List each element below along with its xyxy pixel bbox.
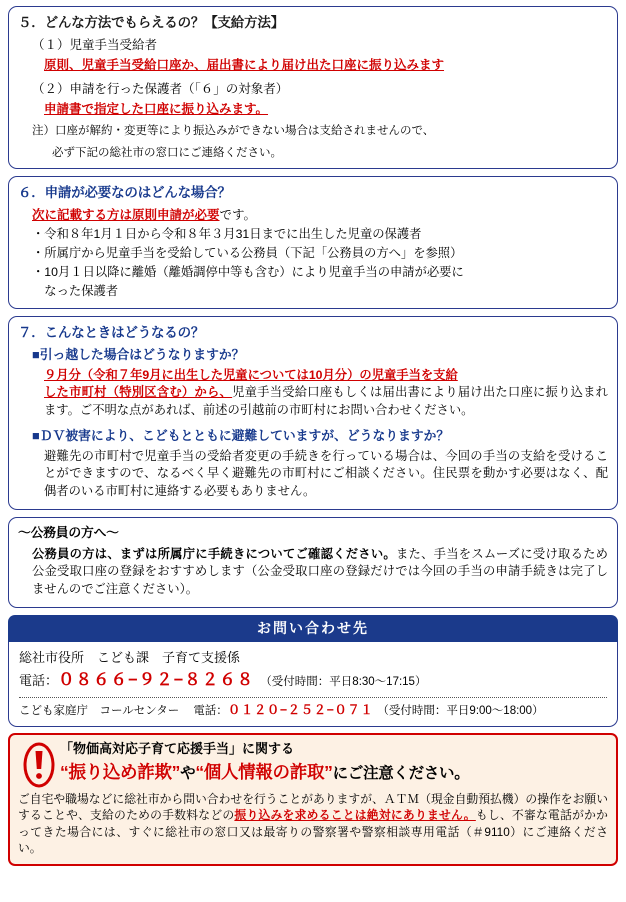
contact-sub-org: こども家庭庁 コールセンター [19,705,180,718]
koumuin-title: ～公務員の方へ～ [18,525,119,541]
contact-tel-hours: （受付時間：平日8:30～17:15） [260,676,427,689]
warning-line2 [60,760,608,785]
list-item: ・所属庁から児童手当を受給している公務員（下記「公務員の方へ」を参照） [32,245,463,260]
warning-tail: にご注意ください。 [332,764,470,782]
warning-body-part2: もし、不審な電話がかかってきた場合には、すぐに総社市の窓口又は最寄りの警察署や警察相談専用電話（＃9110）にご連絡ください。 [18,808,608,856]
section-who-needs-application [8,176,618,309]
section5-item2-label: （２）申請を行った保護者（「６」の対象者） [32,81,289,96]
list-item: ・令和８年1月１日から令和８年３月31日までに出生した児童の保護者 [32,227,422,242]
section7-q1-red-line2: した市町村（特別区含む）から、 [44,385,233,400]
contact-office: 総社市役所 こども課 子育て支援係 [19,650,241,666]
warning-conj: や [180,764,196,782]
warning-body-underline: 振り込みを求めることは絶対にありません。 [234,808,476,823]
contact-sub-row [19,701,607,720]
section7-q1-rest: 児童手当受給口座もしくは届出書により届け出た口座に振り込まれます。ご不明な点があれば、前述の引越前の市町村にお問い合わせください。 [44,385,608,418]
section6-lead-red: 次に記載する方は原則申請が必要 [32,207,220,222]
section7-q2-body: 避難先の市町村で児童手当の受給者変更の手続きを行っている場合は、今回の手当の支給を受けることができますので、なるべく早く避難先の市町村にご相談ください。住民票を動かす必要はなく、配偶者のいる市町村に連絡する必要もありません。 [44,448,608,499]
fraud-warning-box [8,733,618,866]
contact-tel-label: 電話： [19,673,59,689]
section6-title: ６．申請が必要なのはどんな場合？ [18,185,231,201]
warning-texts [60,740,608,785]
section5-item1-label: （１）児童手当受給者 [32,37,158,52]
section6-bullets [18,226,608,300]
warning-phrase-1: “振り込め詐欺” [60,761,181,782]
section5-title: ５．どんな方法でもらえるの？【支給方法】 [18,15,284,30]
section5-note-line1: 注）口座が解約・変更等により振込みができない場合は支給されませんので、 [32,125,435,138]
contact-sub-tel-number[interactable]: ０１２０−２５２−０７１ [227,703,374,718]
section6-lead [18,206,608,224]
contact-sub-tel-label: 電話： [193,705,228,718]
section-special-cases [8,316,618,510]
section7-q1-body [18,367,608,420]
contact-section [8,615,618,727]
exclamation-icon [18,740,60,788]
section5-item1-text: 原則、児童手当受給口座か、届出書により届け出た口座に振り込みます [44,57,445,72]
contact-sub-hours: （受付時間：平日9:00～18:00） [377,705,544,718]
warning-body [18,791,608,857]
section-public-servants [8,517,618,608]
contact-divider [19,697,607,698]
warning-top [18,740,608,788]
section7-q1-red-line1: ９月分（令和７年9月に出生した児童については10月分）の児童手当を支給 [44,367,458,382]
warning-line1: 「物価高対応子育て応援手当」に関する [60,740,295,756]
section7-q2-heading: ■ＤＶ被害により、こどもとともに避難していますが、どうなりますか？ [32,428,450,443]
warning-body-part1: ご自宅や職場などに総社市から問い合わせを行うことがありますが、ＡＴＭ（現金自動預払機）の操作をお願いすることや、支給のための手数料などの [18,791,608,823]
section7-q1-heading: ■引っ越した場合はどうなりますか？ [32,346,245,362]
koumuin-bold: 公務員の方は、まずは所属庁に手続きについてご確認ください。 [32,546,396,561]
list-item: ・10月１日以降に離婚（離婚調停中等も含む）により児童手当の申請が必要に [32,264,464,279]
section5-note-line2: 必ず下記の総社市の窓口にご連絡ください。 [52,146,282,159]
section7-title: ７．こんなときはどうなるの？ [18,325,205,341]
contact-tel-row [19,669,607,693]
warning-phrase-2: “個人情報の詐取” [195,761,333,782]
list-item: なった保護者 [32,283,119,298]
koumuin-rest: また、手当をスムーズに受け取るため公金受取口座の登録をおすすめします（公金受取口座の登録だけでは今回の手当の申請手続きは完了しませんのでご注意ください）。 [32,546,608,597]
contact-body [8,642,618,726]
section6-lead-tail: です。 [219,207,257,222]
section-payment-method [8,6,618,169]
section5-item2-text: 申請書で指定した口座に振り込みます。 [44,101,269,116]
contact-tel-number[interactable]: ０８６６−９２−８２６８ [58,671,255,690]
koumuin-body [18,546,608,599]
contact-header: お問い合わせ先 [8,615,618,642]
